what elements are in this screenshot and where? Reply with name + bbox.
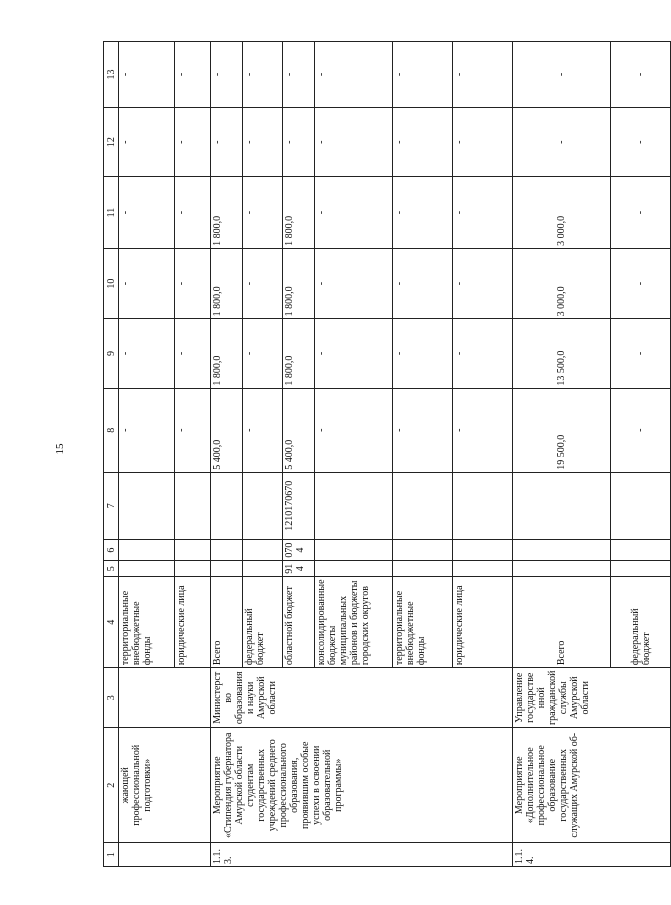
header-cell: 8 [104, 388, 119, 472]
funding-source-cell: областной бюджет [283, 577, 315, 668]
header-cell: 3 [104, 668, 119, 728]
executor-cell: Управление государственной гражданской службы Амурской области [513, 668, 671, 728]
value-cell: - [315, 388, 393, 472]
funding-source-cell: юридические лица [175, 577, 211, 668]
value-cell: - [243, 42, 283, 108]
table-row [119, 42, 175, 867]
value-cell: 1 800,0 [283, 177, 315, 249]
item-number-cell: 1.1.4. [513, 843, 671, 867]
measure-name-cell: Мероприятие «Стипендия губернатора Амурской области студентам государственных учреждений среднего профессионального образования, проявившим особые успехи в освоении образовательной программы» [211, 728, 513, 843]
value-cell: - [175, 319, 211, 388]
header-cell: 5 [104, 561, 119, 577]
value-cell: - [315, 177, 393, 249]
value-cell: - [611, 388, 671, 472]
kbk-cell [211, 561, 243, 577]
kbk-cell: 914 [283, 561, 315, 577]
value-cell: - [243, 248, 283, 318]
value-cell: - [315, 319, 393, 388]
value-cell: - [119, 388, 175, 472]
kbk-cell [315, 561, 393, 577]
kbk-cell [211, 539, 243, 561]
value-cell: 1 800,0 [283, 319, 315, 388]
value-cell: - [315, 108, 393, 177]
kbk-cell [119, 561, 175, 577]
value-cell: - [119, 319, 175, 388]
value-cell: - [611, 108, 671, 177]
value-cell: 3 000,0 [513, 177, 611, 249]
value-cell: - [315, 42, 393, 108]
value-cell: - [453, 177, 513, 249]
executor-cell: Министерство образования и науки Амурской области [211, 668, 513, 728]
item-number-cell: 1.1.3. [211, 843, 513, 867]
kbk-cell [611, 561, 671, 577]
header-cell: 10 [104, 248, 119, 318]
value-cell: - [283, 108, 315, 177]
kbk-cell [453, 472, 513, 539]
kbk-cell [175, 472, 211, 539]
value-cell: - [611, 319, 671, 388]
header-cell: 9 [104, 319, 119, 388]
value-cell: - [453, 248, 513, 318]
value-cell: 5 400,0 [211, 388, 243, 472]
header-cell: 1 [104, 843, 119, 867]
funding-source-cell: консолидированные бюджеты муниципальных районов и бюджеты городских округов [315, 577, 393, 668]
item-number-cell [119, 843, 211, 867]
value-cell: - [175, 42, 211, 108]
value-cell: - [393, 319, 453, 388]
value-cell: 3 000,0 [513, 248, 611, 318]
value-cell: - [393, 42, 453, 108]
value-cell: 19 500,0 [513, 388, 611, 472]
kbk-cell [453, 561, 513, 577]
value-cell: - [211, 108, 243, 177]
funding-source-cell: территориальные внебюджетные фонды [393, 577, 453, 668]
kbk-cell [243, 472, 283, 539]
value-cell: - [175, 388, 211, 472]
budget-table [103, 41, 671, 867]
kbk-cell: 0704 [283, 539, 315, 561]
kbk-cell [243, 561, 283, 577]
measure-name-cell: Мероприятие «Дополнительное профессиональное образование государственных служащих Амурской об- [513, 728, 671, 843]
value-cell: 13 500,0 [513, 319, 611, 388]
funding-source-cell: территориальные внебюджетные фонды [119, 577, 175, 668]
funding-source-cell: федеральный бюджет [611, 577, 671, 668]
value-cell: - [243, 388, 283, 472]
header-cell: 7 [104, 472, 119, 539]
value-cell: - [393, 108, 453, 177]
value-cell: - [513, 108, 611, 177]
funding-source-cell: юридические лица [453, 577, 513, 668]
value-cell: - [393, 177, 453, 249]
value-cell: - [175, 108, 211, 177]
kbk-cell [513, 539, 611, 561]
kbk-cell [243, 539, 283, 561]
kbk-cell [611, 472, 671, 539]
table-row [513, 42, 611, 867]
kbk-cell [315, 539, 393, 561]
kbk-cell [393, 539, 453, 561]
value-cell: - [611, 42, 671, 108]
value-cell: - [315, 248, 393, 318]
table-row [211, 42, 243, 867]
page-number: 15 [54, 443, 66, 455]
header-row [104, 42, 119, 867]
value-cell: - [119, 108, 175, 177]
value-cell: 1 800,0 [211, 248, 243, 318]
value-cell: 1 800,0 [211, 319, 243, 388]
funding-source-cell: федеральный бюджет [243, 577, 283, 668]
kbk-cell [119, 539, 175, 561]
value-cell: - [453, 42, 513, 108]
header-cell: 11 [104, 177, 119, 249]
value-cell: - [243, 319, 283, 388]
kbk-cell [175, 561, 211, 577]
kbk-cell [175, 539, 211, 561]
kbk-cell [611, 539, 671, 561]
value-cell: - [243, 177, 283, 249]
header-cell: 6 [104, 539, 119, 561]
value-cell: - [119, 177, 175, 249]
value-cell: - [453, 108, 513, 177]
value-cell: - [119, 248, 175, 318]
value-cell: - [611, 177, 671, 249]
measure-name-cell: жающей профессиональной подготовки» [119, 728, 211, 843]
header-cell: 2 [104, 728, 119, 843]
kbk-cell [119, 472, 175, 539]
value-cell: - [453, 319, 513, 388]
kbk-cell [211, 472, 243, 539]
kbk-cell: 1210170670 [283, 472, 315, 539]
kbk-cell [393, 472, 453, 539]
value-cell: - [611, 248, 671, 318]
value-cell: 5 400,0 [283, 388, 315, 472]
value-cell: - [393, 248, 453, 318]
value-cell: - [119, 42, 175, 108]
value-cell: - [283, 42, 315, 108]
kbk-cell [513, 472, 611, 539]
funding-source-cell: Всего [513, 577, 611, 668]
funding-source-cell: Всего [211, 577, 243, 668]
value-cell: - [513, 42, 611, 108]
kbk-cell [315, 472, 393, 539]
value-cell: - [175, 248, 211, 318]
kbk-cell [513, 561, 611, 577]
value-cell: 1 800,0 [283, 248, 315, 318]
executor-cell [119, 668, 211, 728]
value-cell: - [243, 108, 283, 177]
header-cell: 13 [104, 42, 119, 108]
rotated-table-container [103, 41, 652, 867]
kbk-cell [393, 561, 453, 577]
value-cell: - [175, 177, 211, 249]
kbk-cell [453, 539, 513, 561]
value-cell: 1 800,0 [211, 177, 243, 249]
value-cell: - [211, 42, 243, 108]
header-cell: 12 [104, 108, 119, 177]
value-cell: - [393, 388, 453, 472]
value-cell: - [453, 388, 513, 472]
header-cell: 4 [104, 577, 119, 668]
